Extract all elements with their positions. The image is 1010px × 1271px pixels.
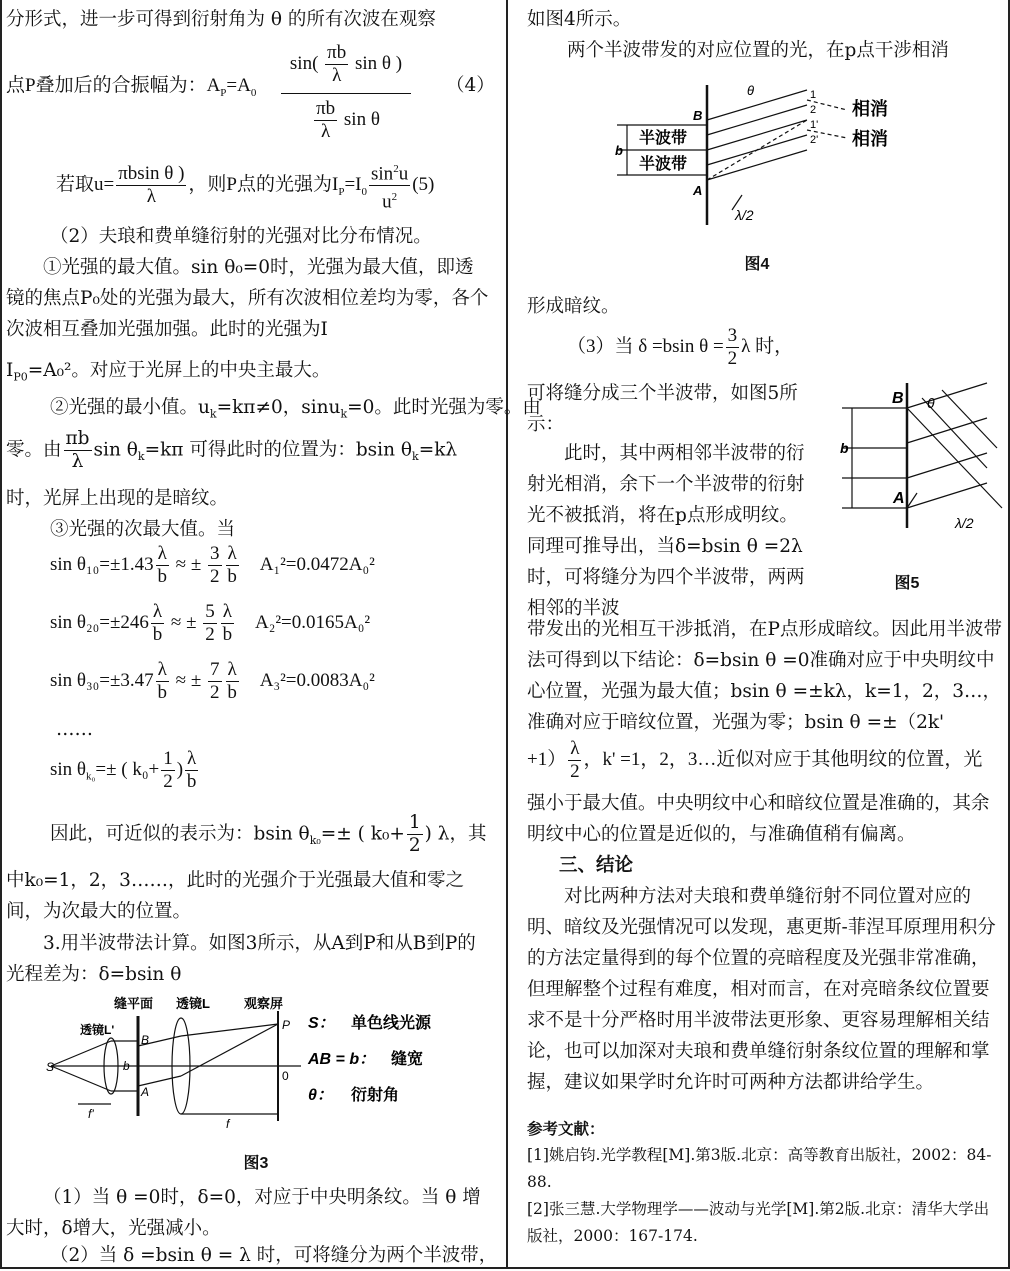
frac-den: 2 xyxy=(570,761,580,782)
label-b-width: b xyxy=(123,1059,130,1073)
label-b-point: B xyxy=(693,108,703,123)
frac-den: b xyxy=(186,771,197,792)
label-a-point: A xyxy=(141,1085,150,1099)
figure-5 xyxy=(837,378,1007,538)
right-column xyxy=(527,0,1003,1269)
text: sin θ₁₀=±1.43 xyxy=(50,553,154,575)
paragraph-text: 强小于最大值。中央明纹中心和暗纹位置是准确的，其余明纹中心的位置是近似的，与准确值稍有偏离。 xyxy=(527,793,990,845)
text: ，k' =1，2，3…近似对应于其他明纹的位置，光 xyxy=(583,748,983,770)
paragraph-text: 中k₀=1，2，3……，此时的光强介于光强最大值和零之间，为次最大的位置。 xyxy=(6,870,464,922)
frac-num: 7 xyxy=(210,659,220,680)
page-border-left xyxy=(0,0,2,1269)
label-a-point: A xyxy=(693,183,703,198)
label-b-width: b xyxy=(615,143,623,158)
paragraph-case-2: （2）当 δ =bsin θ = λ 时，可将缝分为两个半波带， xyxy=(50,1245,498,1266)
text: 因此，可近似的表示为：bsin θ xyxy=(50,823,310,845)
figure-3 xyxy=(46,996,466,1136)
label-b-point: B xyxy=(141,1033,150,1047)
frac-num: 5 xyxy=(205,601,215,622)
frac-num: λ xyxy=(157,543,167,564)
equation-min: 零。由 $\frac{\pi b}{\lambda}$ $\sin \theta_k=k\pi$ 可得此时的位置为：bsin $\theta_k=k\lambda$ xyxy=(6,428,458,472)
label-half-band-2: 半波带 xyxy=(639,156,688,173)
frac-num: λ xyxy=(152,601,163,622)
frac-den: λ xyxy=(332,65,342,86)
label-a-point: A xyxy=(893,490,905,507)
text: =0。此时光强为零。由 xyxy=(347,397,541,418)
paragraph-half-wave: 3.用半波带法计算。如图3所示，从A到P和从B到P的光程差为：δ=bsin θ xyxy=(6,933,476,985)
text: ②光强的最小值。u xyxy=(50,397,210,418)
equation-row-2 xyxy=(50,601,370,646)
legend-theta-label: θ： xyxy=(308,1087,333,1104)
figure-4 xyxy=(607,80,907,230)
ellipsis: …… xyxy=(56,719,93,740)
equation-bright-fringe xyxy=(527,738,982,783)
paragraph-min-intensity: ②光强的最小值。$u_k=k\pi\ne 0$，sinu$_k$=0。此时光强为零。由 xyxy=(50,397,541,421)
column-divider xyxy=(506,0,508,1269)
paragraph-three-bands: 此时，其中两相邻半波带的衍射光相消，余下一个半波带的衍射光不被抵消，将在p点形成明纹。同理可推导出，当δ=bsin θ =2λ时，可将缝分为四个半波带，两两相邻的半波 xyxy=(527,443,805,619)
label-ray-2: 2 xyxy=(810,104,817,116)
frac-den: b xyxy=(227,566,237,587)
label-theta: θ xyxy=(927,395,935,411)
text: ≈ ± xyxy=(170,611,197,633)
paragraph-text: 如图4所示。 xyxy=(527,9,632,30)
equation-4-prefix xyxy=(6,70,256,109)
label-b-width: b xyxy=(840,440,849,456)
figure-4-caption: 图4 xyxy=(744,256,770,273)
frac-den: λ xyxy=(71,451,84,472)
text: sin θ xyxy=(50,758,87,780)
text: ≈ ± xyxy=(175,553,202,575)
text: A₂²=0.0165A₀² xyxy=(254,611,371,633)
equation-4-fraction: sin( $\frac{\pi b}{\lambda}$ sin θ ) $\frac{\pi b}{\lambda}$ sin θ xyxy=(281,42,411,143)
text: =kπ≠0，sinu xyxy=(216,397,341,418)
frac-num: 1 xyxy=(408,812,421,833)
frac-den: b xyxy=(222,624,233,645)
text: （3）当 δ =bsin θ = xyxy=(567,335,724,357)
frac-den: 2 xyxy=(210,566,220,587)
paragraph-conclusion-rule: 带发出的光相互干涉抵消，在P点形成暗纹。因此用半波带法可得到以下结论：δ=bsin θ =0准确对应于中央明纹中心位置，光强为最大值；bsin θ =±kλ，k=1，2，3…，准确对应于暗纹位置，光强为零；bsin θ =±（2k' xyxy=(527,619,1002,733)
label-half-lambda: λ/2 xyxy=(735,207,754,223)
reference-item: [2]张三慧.大学物理学——波动与光学[M].第2版.北京：清华大学出版社，2000：167-174. xyxy=(527,1200,990,1245)
label-cancel-1: 相消 xyxy=(852,99,888,119)
equation-row-3 xyxy=(50,659,375,704)
label-p: P xyxy=(282,1018,291,1032)
frac-den: λ xyxy=(146,186,156,208)
paragraph-conclusion: 对比两种方法对夫琅和费单缝衍射不同位置对应的明、暗纹及光强情况可以发现，惠更斯-菲涅耳原理用积分的方法定量得到的每个位置的亮暗程度及光强非常准确，但理解整个过程有难度，相对而言，在对亮暗条纹位置要求不是十分严格时用半波带法更形象、更容易理解相关结论，也可以加深对夫琅和费单缝衍射条纹位置的理解和掌握，建议如果学时允许时可两种方法都讲给学生。 xyxy=(527,886,996,1093)
frac-num: λ xyxy=(570,738,580,759)
label-half-lambda: λ/2 xyxy=(955,515,974,531)
label-ray-1p: 1' xyxy=(810,119,819,131)
legend-s-text: 单色线光源 xyxy=(351,1015,432,1032)
label-s: S xyxy=(46,1060,55,1074)
equation-number: （4） xyxy=(446,75,495,96)
frac-den: b xyxy=(157,682,168,703)
label-b-point: B xyxy=(892,390,904,407)
legend-s-label: S： xyxy=(308,1015,335,1032)
eq4-eq: =A xyxy=(226,75,251,96)
legend-ab-label: AB = b： xyxy=(308,1051,376,1068)
text: sin θ₂₀=±246 xyxy=(50,611,149,633)
label-theta: θ xyxy=(747,83,755,98)
paragraph-text: =A₀²。对应于光屏上的中央主最大。 xyxy=(27,360,331,381)
equation-number: (5) xyxy=(412,174,435,196)
frac-den: 2 xyxy=(205,624,215,645)
figure-3-caption: 图3 xyxy=(243,1155,269,1172)
eq4-sub0: 0 xyxy=(250,86,257,99)
frac-num: πb xyxy=(65,428,90,449)
frac-num: 3 xyxy=(210,543,220,564)
frac-num: λ xyxy=(222,601,232,622)
reference-item: [1]姚启钧.光学教程[M].第3版.北京：高等教育出版社，2002：84-88. xyxy=(527,1146,992,1191)
section-heading-conclusion: 三、结论 xyxy=(559,855,634,876)
label-lens-prime: 透镜L' xyxy=(80,1023,115,1037)
equation-row-k: $\sin \theta_{k_0}=\pm$ ( k₀+ $\frac{1}{2}$ ) $\frac{\lambda}{b}$ xyxy=(50,748,197,792)
label-f: f xyxy=(226,1117,230,1131)
paragraph-text: 时，光屏上出现的是暗纹。 xyxy=(6,488,229,509)
text: =± ( k₀+ xyxy=(320,823,405,845)
text: +1） xyxy=(527,748,567,770)
text: =± ( k₀+ xyxy=(95,758,160,780)
paragraph-approx: 因此，可近似的表示为：bsin $\theta_{k_0}=\pm$ ( k₀+ $\frac{1}{2}$ ) λ，其 xyxy=(50,812,487,856)
text: ≈ ± xyxy=(175,669,202,691)
references-heading: 参考文献： xyxy=(527,1120,605,1138)
frac-den: 2 xyxy=(163,771,173,792)
text: A₃²=0.0083A₀² xyxy=(259,669,375,691)
frac-den: b xyxy=(157,566,168,587)
frac-num: λ xyxy=(227,543,237,564)
legend-theta-text: 衍射角 xyxy=(351,1087,400,1104)
paragraph-text: 分形式，进一步可得到衍射角为 θ 的所有次波在观察 xyxy=(6,9,436,30)
text: sin θ₃₀=±3.47 xyxy=(50,669,154,691)
frac-den: 2 xyxy=(210,682,220,703)
frac-num: 1 xyxy=(163,748,173,769)
eq4-sub: P xyxy=(220,86,227,99)
paragraph-text: 两个半波带发的对应位置的光，在p点干涉相消 xyxy=(567,40,949,61)
equation-row-1 xyxy=(50,543,375,588)
label-cancel-2: 相消 xyxy=(852,129,888,149)
section-heading: （2）夫琅和费单缝衍射的光强对比分布情况。 xyxy=(50,226,432,247)
paragraph-text-cont: $I_{P0}=A_0^2$。对应于光屏上的中央主最大。 xyxy=(6,360,331,384)
paragraph-max-intensity xyxy=(6,252,491,345)
paragraph-text: 可将缝分成三个半波带，如图5所示： xyxy=(527,383,798,435)
frac-num: πb xyxy=(316,98,336,119)
frac-num: λ xyxy=(157,659,167,680)
label-zero: 0 xyxy=(282,1069,289,1083)
text: =kλ xyxy=(418,439,458,461)
text: sin θ xyxy=(93,439,138,461)
label-ray-1: 1 xyxy=(810,89,817,101)
paragraph-text: ③光强的次最大值。当 xyxy=(50,519,236,540)
figure-5-caption: 图5 xyxy=(894,575,920,592)
legend-ab-text: 缝宽 xyxy=(391,1051,424,1068)
frac-den: λ xyxy=(321,121,331,142)
left-column xyxy=(6,0,541,1269)
paragraph-case-1: （1）当 θ =0时，δ=0，对应于中央明条纹。当 θ 增大时，δ增大，光强减小。 xyxy=(6,1187,481,1239)
frac-num: λ xyxy=(187,748,197,769)
paragraph-text: 形成暗纹。 xyxy=(527,296,620,317)
equation-three-half xyxy=(567,325,793,370)
label-f-prime: f' xyxy=(88,1107,94,1121)
label-half-band-1: 半波带 xyxy=(639,130,688,147)
paragraph-text: ①光强的最大值。sin θ₀=0时，光强为最大值，即透镜的焦点P₀处的光强为最大，所有次波相位差均为零，各个次波相互叠加光强加强。此时的光强为I xyxy=(6,257,489,340)
eq4-prefix-text: 点P叠加后的合振幅为：A xyxy=(6,75,221,96)
frac-num: λ xyxy=(227,659,237,680)
label-slit-plane: 缝平面 xyxy=(114,996,154,1011)
equation-5: 若取u= $\frac{\text{πbsin θ )}}{\lambda}$ ，则P点的光强为$I_P=I_0$ $\frac{\sin^2u}{u^2}$ (5) xyxy=(56,158,434,214)
label-screen: 观察屏 xyxy=(244,996,284,1011)
label-ray-2p: 2' xyxy=(810,134,819,146)
label-lens: 透镜L xyxy=(176,996,210,1011)
frac-num: πb xyxy=(327,42,347,63)
text: λ 时， xyxy=(741,335,794,357)
frac-den: b xyxy=(152,624,163,645)
frac-den: 2 xyxy=(727,348,738,369)
text: ) λ，其 xyxy=(424,823,487,845)
text: A₁²=0.0472A₀² xyxy=(259,553,375,575)
frac-den: 2 xyxy=(408,835,421,856)
text: =kπ 可得此时的位置为：bsin θ xyxy=(144,439,413,461)
frac-num: 3 xyxy=(727,325,738,346)
frac-den: b xyxy=(227,682,237,703)
